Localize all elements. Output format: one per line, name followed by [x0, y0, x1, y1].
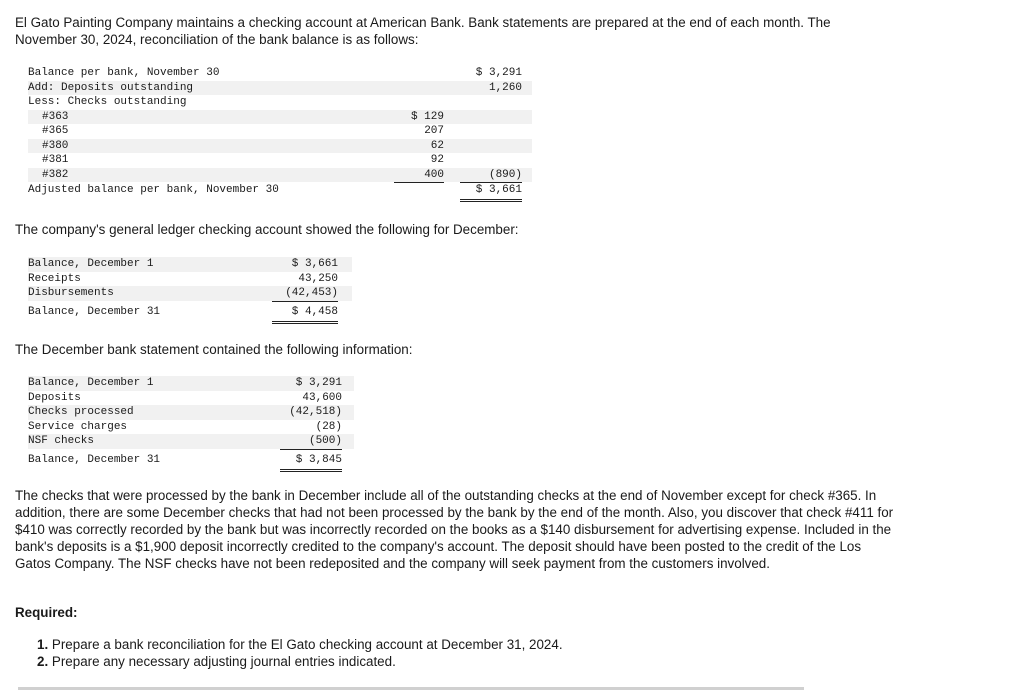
bank-value: $ 3,845	[280, 451, 342, 472]
recon-balance-label: Balance per bank, November 30	[28, 67, 220, 79]
bank-row	[28, 420, 354, 435]
requirement-number: 1.	[37, 637, 49, 652]
ledger-value: 43,250	[298, 272, 338, 285]
check-amount: 92	[430, 154, 444, 166]
required-heading: Required:	[15, 605, 78, 620]
bank-intro-paragraph: The December bank statement contained the following information:	[15, 342, 413, 357]
recon-deposits-row	[28, 81, 532, 96]
ledger-row	[28, 272, 352, 287]
ledger-row	[28, 286, 352, 301]
recon-adjusted-value: $ 3,661	[460, 182, 522, 202]
recon-check-row	[28, 153, 532, 168]
bank-row	[28, 434, 354, 449]
ledger-value: $ 4,458	[272, 303, 338, 324]
bank-label: Balance, December 1	[28, 377, 154, 389]
november-reconciliation-table	[28, 66, 532, 199]
check-number: #380	[42, 139, 69, 152]
intro-paragraph: El Gato Painting Company maintains a checking account at American Bank. Bank statements are prepared at the end of each month. The November 30, 2024, reconciliation of the bank balance is as follows:	[15, 15, 831, 47]
ledger-label: Balance, December 1	[28, 258, 154, 270]
recon-adjusted-row	[28, 182, 532, 199]
requirement-number: 2.	[37, 654, 49, 669]
recon-balance-value: $ 3,291	[475, 67, 522, 79]
check-number: #382	[42, 168, 69, 181]
bank-row	[28, 451, 354, 469]
bank-value: (28)	[315, 420, 342, 433]
bank-value: 43,600	[302, 391, 342, 404]
recon-check-row	[28, 139, 532, 154]
recon-check-row	[28, 110, 532, 125]
ledger-value: $ 3,661	[291, 258, 338, 270]
horizontal-scrollbar[interactable]	[18, 687, 804, 690]
check-number: #365	[42, 125, 69, 137]
ledger-row	[28, 303, 352, 321]
bank-label: Service charges	[28, 420, 128, 433]
bank-row	[28, 376, 354, 391]
requirement-item	[37, 653, 563, 670]
problem-description-paragraph: The checks that were processed by the bank in December include all of the outstanding checks at the end of November except for check #365. In addition, there are some December checks that had not been processed by the bank by the end of the month. Also, you discover that check #411 for $410 was correctly recorded by the bank but was incorrectly recorded on the books as a $140 disbursement for advertising expense. Included in the bank's deposits is a $1,900 deposit incorrectly credited to the company's account. The deposit should have been posted to the credit of the Los Gatos Company. The NSF checks have not been redeposited and the company will seek payment from the customers involved.	[15, 488, 894, 571]
bank-statement-table	[28, 376, 354, 469]
ledger-label: Balance, December 31	[28, 305, 161, 318]
bank-label: Checks processed	[28, 406, 134, 418]
check-number: #381	[42, 154, 69, 166]
recon-check-row	[28, 124, 532, 139]
ledger-row	[28, 257, 352, 272]
bank-label: Deposits	[28, 391, 81, 404]
recon-checks-label: Less: Checks outstanding	[28, 96, 187, 108]
check-amount: 62	[430, 139, 444, 152]
bank-value: $ 3,291	[295, 377, 342, 389]
check-amount: 400	[394, 168, 444, 184]
bank-row	[28, 405, 354, 420]
check-amount: 207	[424, 125, 444, 137]
recon-checks-header-row	[28, 95, 532, 110]
ledger-intro-paragraph: The company's general ledger checking account showed the following for December:	[15, 222, 519, 237]
requirements-list	[37, 636, 563, 670]
bank-value: (500)	[280, 434, 342, 450]
bank-value: (42,518)	[289, 406, 342, 418]
recon-deposits-value: 1,260	[488, 81, 522, 94]
requirement-text: Prepare any necessary adjusting journal entries indicated.	[51, 654, 396, 669]
requirement-item	[37, 636, 563, 653]
ledger-label: Receipts	[28, 272, 81, 285]
ledger-value: (42,453)	[272, 286, 338, 302]
bank-row	[28, 391, 354, 406]
recon-adjusted-label: Adjusted balance per bank, November 30	[28, 184, 279, 196]
bank-label: NSF checks	[28, 435, 95, 447]
recon-balance-row	[28, 66, 532, 81]
requirement-text: Prepare a bank reconciliation for the El Gato checking account at December 31, 2024.	[51, 637, 563, 652]
general-ledger-table	[28, 257, 352, 321]
bank-label: Balance, December 31	[28, 453, 161, 466]
check-amount: $ 129	[410, 110, 444, 123]
ledger-label: Disbursements	[28, 287, 114, 299]
recon-deposits-label: Add: Deposits outstanding	[28, 81, 194, 94]
recon-checks-total: (890)	[460, 168, 522, 184]
check-number: #363	[42, 110, 69, 123]
recon-check-row	[28, 168, 532, 183]
